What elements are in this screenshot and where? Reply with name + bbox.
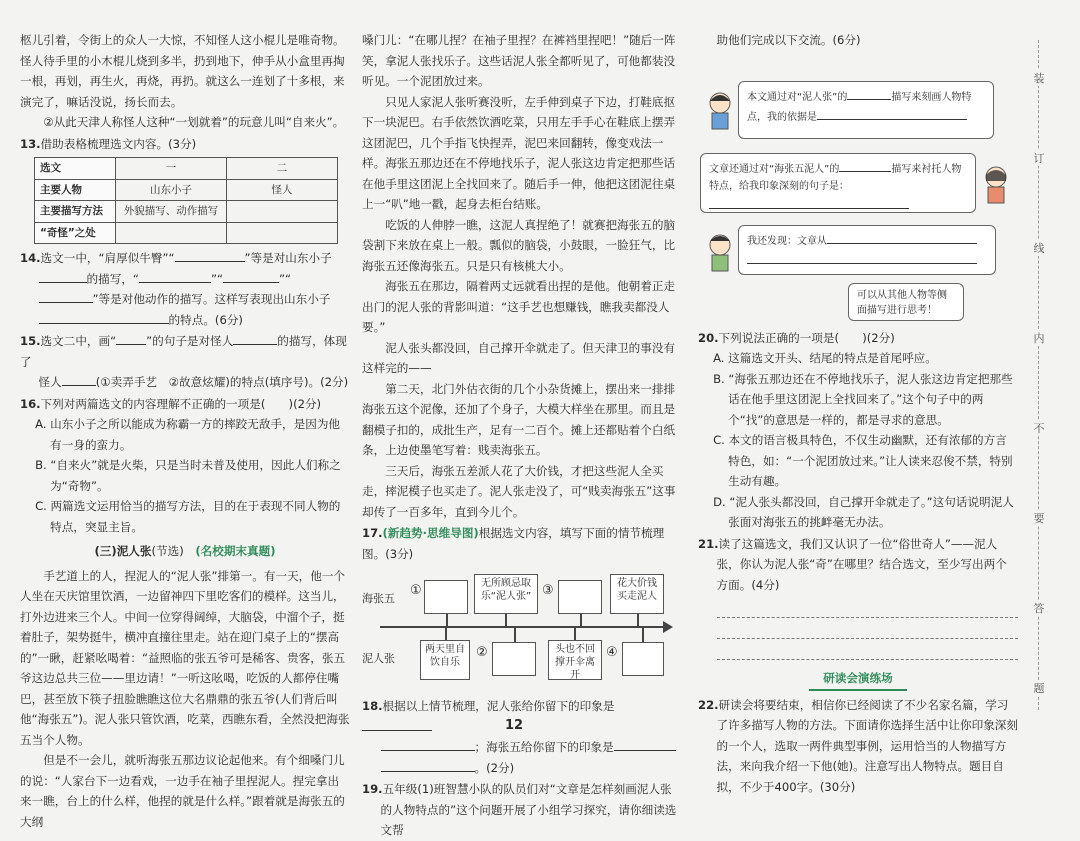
option-a[interactable]: A. 这篇选文开头、结尾的特点是首尾呼应。 [713, 351, 937, 365]
question-15 [20, 331, 350, 372]
passage-paragraph: 海张五在那边，隔着两丈远就看出捏的是他。他朝着正走出门的泥人张的背影叫道：“这手艺也想赚钱，瞧我卖都没人要。” [362, 279, 676, 334]
right-column [698, 30, 1018, 797]
binding-char: 内 [1031, 330, 1047, 346]
bubble-text: 描写来刻画人物特点，我的依据是 [747, 91, 972, 123]
question-19 [362, 779, 677, 841]
answer-blank[interactable] [839, 158, 891, 172]
answer-blank[interactable] [747, 250, 977, 264]
question-text: ；海张五给你留下的印象是 [474, 740, 614, 754]
speech-bubble-3 [738, 225, 996, 275]
question-21 [698, 534, 1018, 596]
question-text: 根据选文内容，填写下面的情节梳理图。(3分) [362, 526, 665, 561]
answer-line[interactable] [717, 597, 1018, 618]
question-text: 研读会将要结束，相信你已经阅读了不少名家名篇，学习了许多描写人物的方法。下面请你选择生活中让你印象深刻的一个人，选取一两件典型事例，运用恰当的人物描写方法，来向我介绍一下他(她)。注意写出人物特点。题目自拟，不少于400字。(30分) [716, 697, 1018, 794]
speech-bubble-1 [738, 81, 994, 139]
answer-blank[interactable] [381, 758, 475, 772]
question-number: 18. [362, 699, 383, 713]
question-number: 16. [20, 396, 41, 411]
table-row [35, 158, 338, 180]
row-label-nirenzhang: 泥人张 [362, 652, 395, 665]
answer-cell[interactable] [227, 201, 338, 223]
bubble-text: 我还发现：文章从 [747, 235, 827, 247]
discussion-area [698, 51, 1018, 283]
passage-paragraph: 第二天，北门外估衣街的几个小杂货摊上，摆出来一排排海张五这个泥像，还加了个身子，大模大样坐在那里。而且是翻模子扣的，成批生产，足有一二百个。摊上还都贴着个白纸条，上边使墨笔写着：贱卖海张五。 [362, 381, 676, 457]
table-row [35, 201, 338, 223]
answer-cell[interactable] [116, 222, 227, 244]
answer-blank[interactable] [39, 310, 169, 324]
passage-paragraph: 只见人家泥人张听赛没听，左手伸到桌子下边，打鞋底抠下一块泥巴。右手依然饮酒吃菜，只用左手手心在鞋底上摆弄这团泥巴，几个手指飞快捏弄，泥巴来回翻转，像变戏法一样。海张五那边还在不停地找乐子，泥人张这边肯定把那些话在他手里这团泥上全找回来了。随后手一伸，他把这团泥往桌上一“叭”地一戳，起身去柜台结账。 [362, 94, 676, 211]
question-text: 下列说法正确的一项是( )(2分) [718, 330, 895, 345]
question-text: 怪人 [38, 375, 62, 389]
plot-map [362, 566, 677, 692]
question-text: ”等是对他动作的描写。这样写表现出山东小子 [92, 292, 331, 306]
blank-marker: ④ [606, 645, 618, 660]
answer-blank[interactable] [223, 269, 279, 283]
question-14-line2 [20, 269, 350, 290]
table-row-label: 主要人物 [35, 179, 116, 201]
table-header-cell: 一 [116, 158, 227, 180]
answer-blank[interactable] [381, 737, 475, 751]
question-text: ”“ [210, 271, 223, 286]
table-cell: 外貌描写、动作描写 [116, 201, 227, 223]
answer-line[interactable] [717, 639, 1018, 660]
answer-box[interactable] [492, 642, 536, 676]
question-18-line2 [362, 737, 677, 758]
connector [637, 614, 639, 626]
bubble-text: 描写来衬托人物特点，给我印象深刻的句子是： [709, 163, 962, 192]
answer-blank[interactable] [709, 195, 909, 209]
section-tag: (名校期末真题) [195, 544, 276, 558]
question-text: 的描写，体现了 [20, 334, 347, 369]
answer-blank[interactable] [233, 331, 277, 345]
option-b[interactable]: B. “自来火”就是火柴，只是当时未普及使用，因此人们称之为“奇物”。 [35, 458, 341, 493]
answer-blank[interactable] [139, 269, 211, 283]
table-row [35, 222, 338, 244]
question-text: 的特点。(6分) [168, 312, 243, 327]
connector [574, 628, 576, 640]
question-17 [362, 523, 677, 564]
question-text: 选文二中，画“ [40, 334, 117, 348]
connector [514, 628, 516, 642]
option-b[interactable]: B. “海张五那边还在不停地找乐子，泥人张这边肯定把那些话在他手里这团泥上全找回来了。”这个句子中的两个“找”的意思是一样的，都是寻求的意思。 [713, 371, 1013, 427]
binding-char: 不 [1031, 420, 1047, 436]
blank-marker: ① [410, 583, 422, 598]
option-a[interactable]: A. 山东小子之所以能成为称霸一方的摔跤无敌手，是因为他有一身的蛮力。 [35, 417, 341, 452]
section-title: (三)泥人张 [94, 544, 152, 558]
student-avatar-icon [704, 233, 736, 273]
summary-table [34, 157, 338, 244]
plot-box: 头也不回撑开伞离开 [548, 640, 602, 680]
table-row [35, 179, 338, 201]
binding-line [1028, 40, 1050, 710]
page-number: 12 [505, 718, 524, 733]
passage-continuation: 柩儿引着，令街上的众人一大惊，不知怪人这小棍儿是唯奇物。怪人待手里的小木棍儿烧到多半，扔到地下，伸手从小盒里再掏一根，再划，再生火，再烧，再扔。就这么一连划了十多根，来演完了，嘛话没说，扬长而去。 [20, 33, 345, 109]
question-18-line3 [362, 758, 677, 779]
answer-blank[interactable] [817, 106, 967, 120]
question-19-continued: 助他们完成以下交流。(6分) [716, 33, 861, 47]
bubble-text: 文章还通过对“海张五泥人”的 [709, 163, 840, 175]
answer-blank[interactable] [39, 269, 87, 283]
row-label-haizhangwu: 海张五 [362, 592, 395, 605]
question-text: 选文一中，“肩厚似牛臀”“ [40, 251, 175, 265]
section-3-heading [20, 541, 350, 562]
connector [642, 628, 644, 642]
left-column [20, 30, 350, 832]
timeline-arrow [663, 621, 673, 633]
table-header-cell: 选文 [35, 158, 116, 180]
table-row-label: “奇怪”之处 [35, 222, 116, 244]
timeline-axis [380, 626, 665, 628]
note-2: ②从此天津人称怪人这种“一划就着”的玩意儿叫“自来火”。 [43, 115, 345, 129]
plot-box: 花大价钱买走泥人 [610, 574, 664, 614]
binding-char: 要 [1031, 510, 1047, 526]
binding-char: 答 [1031, 600, 1047, 616]
passage-paragraph: 泥人张头都没回，自己撑开伞就走了。但天津卫的事没有这样完的—— [362, 340, 676, 375]
question-text: (①卖弄手艺 ②故意炫耀)的特点(填序号)。(2分) [95, 375, 349, 389]
question-15-line2 [20, 372, 350, 393]
answer-lines[interactable] [717, 597, 1018, 660]
question-text: 借助表格梳理选文内容。(3分) [40, 136, 197, 151]
option-c[interactable]: C. 本文的语言极具特色，不仅生动幽默，还有浓郁的方言特色，如：“一个泥团放过来。”让人读来忍俊不禁，特别生动有趣。 [713, 433, 1013, 488]
plot-box: 无所顾忌取乐“泥人张” [474, 574, 538, 614]
question-number: 22. [698, 697, 719, 712]
question-number: 21. [698, 536, 719, 551]
question-text: 根据以上情节梳理，泥人张给你留下的印象是 [382, 699, 615, 713]
passage-paragraph: 三天后，海张五差派人花了大价钱，才把这些泥人全买走，摔泥模子也买走了。泥人张走没了，可“贱卖海张五”这事却传了一百多年，直到今儿个。 [362, 463, 676, 519]
passage-paragraph: 嗓门儿：“在哪儿捏？在袖子里捏？在裤裆里捏吧！”随后一阵笑，拿泥人张找乐子。这些话泥人张全都听见了，可他都装没听见。一个泥团放过来。 [362, 33, 676, 88]
answer-blank[interactable] [614, 737, 676, 751]
answer-blank[interactable] [62, 372, 96, 386]
binding-char: 装 [1031, 70, 1047, 86]
binding-char: 订 [1031, 150, 1047, 166]
binding-char: 线 [1031, 240, 1047, 256]
bubble-text: 本文通过对“泥人张”的 [747, 91, 848, 103]
question-number: 20. [698, 330, 719, 345]
answer-blank[interactable] [175, 248, 245, 262]
question-text: ”“ [278, 271, 291, 286]
student-avatar-icon [980, 165, 1012, 205]
question-13 [20, 134, 350, 155]
question-number: 17. [362, 526, 383, 540]
answer-blank[interactable] [116, 331, 146, 345]
option-c[interactable]: C. 两篇选文运用恰当的描写方法，目的在于表现不同人物的特点，突显主旨。 [35, 499, 341, 534]
question-22 [698, 695, 1018, 798]
connector [445, 628, 447, 640]
answer-box[interactable] [424, 580, 468, 614]
hint-area [698, 283, 1018, 327]
question-16 [20, 394, 350, 415]
connector [446, 614, 448, 626]
table-cell: 山东小子 [116, 179, 227, 201]
section-subtitle: (节选) [151, 544, 184, 558]
passage-paragraph: 但是不一会儿，就听海张五那边议论起他来。有个细嗓门儿的说：“人家台下一边看戏，一边手在袖子里捏泥人。捏完拿出来一瞧，台上的什么样，他捏的就是什么样。”跟着就是海张五的大纲 [20, 753, 345, 829]
answer-blank[interactable] [39, 289, 93, 303]
question-text: 下列对两篇选文的内容理解不正确的一项是( )(2分) [40, 396, 322, 411]
question-14-line4 [20, 310, 350, 331]
answer-box[interactable] [558, 580, 602, 614]
blank-marker: ② [476, 645, 488, 660]
answer-blank[interactable] [847, 86, 891, 100]
question-text: 读了这篇选文，我们又认识了一位“俗世奇人”——泥人张，你认为泥人张“奇”在哪里？结合选文，至少写出两个方面。(4分) [716, 536, 1007, 592]
table-cell: 怪人 [227, 179, 338, 201]
hint-bubble: 可以从其他人物等侧面描写进行思考！ [848, 283, 964, 321]
question-number: 14. [20, 251, 41, 265]
question-number: 15. [20, 334, 41, 348]
table-row-label: 主要描写方法 [35, 201, 116, 223]
question-number: 19. [362, 782, 383, 796]
connector [580, 614, 582, 626]
practice-title: 研读会演练场 [809, 668, 907, 691]
passage-paragraph: 手艺道上的人，捏泥人的“泥人张”排第一。有一天，他一个人坐在天庆馆里饮酒，一边留神四下里吃客们的模样。这当儿，打外边进来三个人。中间一位穿得阔绰，大脑袋，中溜个子，挺着肚子，架势挺牛，横冲直撞往里走。站在迎门桌子上的“摆高的”一瞅，赶紧吆喝着：“益照临的张五爷可是稀客、贵客，张五爷这边总共三位——里边请！”一听这吆喝，吃饭的人都停住嘴巴，甚至放下筷子扭脸瞧瞧这位大名鼎鼎的张五爷(人们背后叫他“海张五”)。泥人张只管饮酒，吃菜，西瞧东看，全然没把海张五当个人物。 [20, 568, 350, 747]
practice-heading [698, 668, 1018, 691]
answer-blank[interactable] [827, 230, 977, 244]
binding-char: 题 [1031, 680, 1047, 696]
answer-line[interactable] [717, 618, 1018, 639]
question-text: 的描写，“ [86, 271, 139, 286]
question-text: 五年级(1)班智慧小队的队员们对“文章是怎样刻画泥人张的人物特点的”这个问题开展了小组学习探究，请你细读选文帮 [380, 782, 677, 837]
plot-box: 两天里自饮自乐 [420, 640, 470, 680]
answer-box[interactable] [622, 642, 664, 676]
question-text: 。(2分) [474, 760, 515, 775]
table-header-cell: 二 [227, 158, 338, 180]
student-avatar-icon [704, 91, 736, 131]
question-number: 13. [20, 136, 41, 151]
question-text: ”等是对山东小子 [244, 251, 332, 265]
question-text: ”的句子是对怪人 [146, 334, 234, 348]
speech-bubble-2 [700, 153, 976, 213]
question-tag: (新趋势·思维导图) [382, 526, 479, 540]
question-20 [698, 328, 1018, 349]
answer-cell[interactable] [227, 222, 338, 244]
option-d[interactable]: D. “泥人张头都没回，自己撑开伞就走了。”这句话说明泥人张面对海张五的挑衅毫无办法。 [713, 494, 1014, 529]
blank-marker: ③ [542, 583, 554, 598]
question-14 [20, 248, 350, 269]
question-14-line3 [20, 289, 350, 310]
connector [505, 614, 507, 626]
answer-blank[interactable] [362, 717, 432, 731]
passage-paragraph: 吃饭的人伸脖一瞧，这泥人真捏绝了！就赛把海张五的脑袋割下来放在桌上一般。瓢似的脑袋，小鼓眼，一脸狂气，比海张五还像海张五。只是只有核桃大小。 [362, 217, 676, 273]
